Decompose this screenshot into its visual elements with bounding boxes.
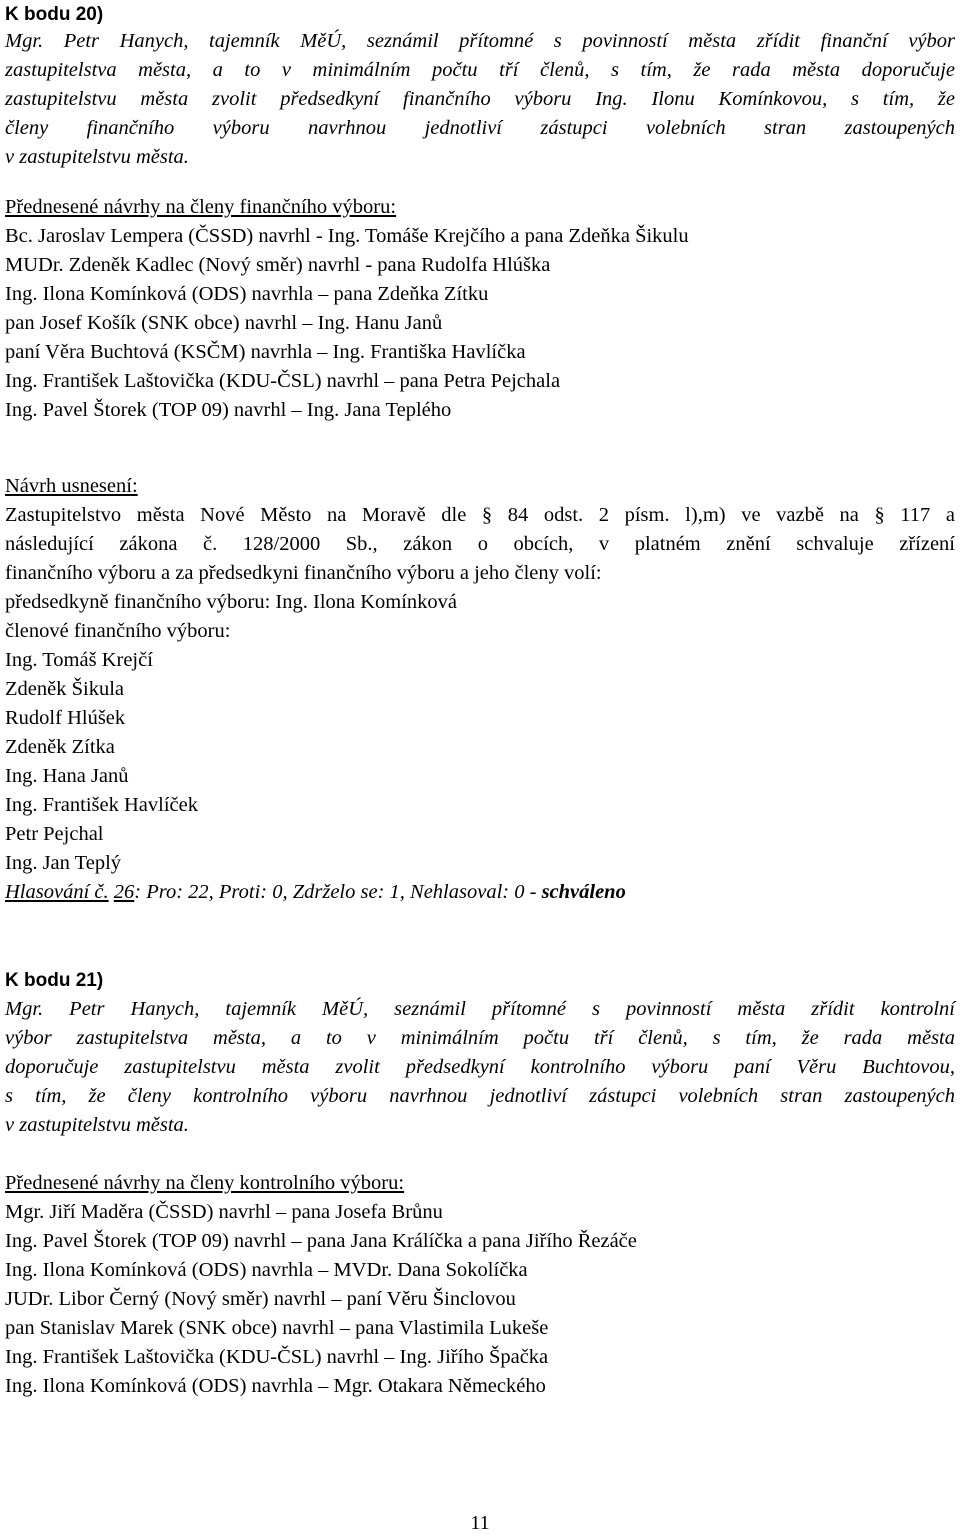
section-20-intro-line: Mgr. Petr Hanych, tajemník MěÚ, seznámil přítomné s povinností města zřídit finanční výbor [5,30,955,52]
vote-label: Hlasování č. [5,881,109,903]
section-20-intro-line: členy finančního výboru navrhnou jednotliví zástupci volebních stran zastoupených [5,117,955,139]
section-21-intro-line: Mgr. Petr Hanych, tajemník MěÚ, seznámil přítomné s povinností města zřídit kontrolní [5,998,955,1020]
proposals-heading-text: Přednesené návrhy na členy kontrolního výboru: [5,1172,405,1194]
proposal-line: JUDr. Libor Černý (Nový směr) navrhl – paní Věru Šinclovou [5,1288,516,1310]
resolution-line: členové finančního výboru: [5,620,231,642]
resolution-heading-text: Návrh usnesení: [5,475,138,497]
proposal-line: Ing. František Laštovička (KDU-ČSL) navrhl – Ing. Jiřího Špačka [5,1346,549,1368]
vote-tally: : Pro: 22, Proti: 0, Zdrželo se: 1, Nehlasoval: 0 - [134,881,542,903]
vote-verdict: schváleno [541,881,626,903]
proposals-heading-text: Přednesené návrhy na členy finančního výboru: [5,196,397,218]
resolution-line: následující zákona č. 128/2000 Sb., zákon o obcích, v platném znění schvaluje zřízení [5,533,955,555]
proposal-line: Bc. Jaroslav Lempera (ČSSD) navrhl - Ing. Tomáše Krejčího a pana Zdeňka Šikulu [5,225,689,247]
member-line: Ing. František Havlíček [5,794,198,816]
member-line: Petr Pejchal [5,823,104,845]
section-20-heading: K bodu 20) [5,4,104,25]
proposal-line: MUDr. Zdeněk Kadlec (Nový směr) navrhl - pana Rudolfa Hlúška [5,254,551,276]
resolution-line: Zastupitelstvo města Nové Město na Moravě dle § 84 odst. 2 písm. l),m) ve vazbě na § 117 a [5,504,955,526]
section-21-intro-line: výbor zastupitelstva města, a to v minimálním počtu tří členů, s tím, že rada města [5,1027,955,1049]
proposal-line: pan Josef Košík (SNK obce) navrhl – Ing. Hanu Janů [5,312,443,334]
proposal-line: Ing. Pavel Štorek (TOP 09) navrhl – pana Jana Králíčka a pana Jiřího Řezáče [5,1230,637,1252]
section-20-proposals-heading [5,193,955,222]
proposal-line: Ing. Ilona Komínková (ODS) navrhla – Mgr. Otakara Německého [5,1375,546,1397]
section-21-intro-line: v zastupitelstvu města. [5,1114,189,1136]
vote-result [5,878,955,907]
proposal-line: paní Věra Buchtová (KSČM) navrhla – Ing. Františka Havlíčka [5,341,526,363]
resolution-heading [5,472,955,501]
member-line: Zdeněk Zítka [5,736,115,758]
section-21-intro-line: doporučuje zastupitelstvu města zvolit předsedkyní kontrolního výboru paní Věru Buchtovou, [5,1056,955,1078]
vote-number: 26 [113,881,135,903]
resolution-line: předsedkyně finančního výboru: Ing. Ilona Komínková [5,591,458,613]
member-line: Rudolf Hlúšek [5,707,126,729]
proposal-line: Ing. František Laštovička (KDU-ČSL) navrhl – pana Petra Pejchala [5,370,561,392]
section-20-intro-line: v zastupitelstvu města. [5,146,189,168]
member-line: Ing. Hana Janů [5,765,129,787]
proposal-line: Ing. Pavel Štorek (TOP 09) navrhl – Ing. Jana Teplého [5,399,452,421]
proposal-line: Mgr. Jiří Maděra (ČSSD) navrhl – pana Josefa Brůnu [5,1201,443,1223]
proposal-line: Ing. Ilona Komínková (ODS) navrhla – MVDr. Dana Sokolíčka [5,1259,528,1281]
proposal-line: pan Stanislav Marek (SNK obce) navrhl – pana Vlastimila Lukeše [5,1317,549,1339]
resolution-line: finančního výboru a za předsedkyni finančního výboru a jeho členy volí: [5,562,602,584]
section-21-proposals-heading [5,1169,955,1198]
section-20-intro-line: zastupitelstva města, a to v minimálním počtu tří členů, s tím, že rada města doporučuje [5,59,955,81]
section-21-intro-line: s tím, že členy kontrolního výboru navrhnou jednotliví zástupci volebních stran zastoupených [5,1085,955,1107]
member-line: Ing. Jan Teplý [5,852,122,874]
section-20-intro-line: zastupitelstvu města zvolit předsedkyní finančního výboru Ing. Ilonu Komínkovou, s tím, že [5,88,955,110]
section-21-heading: K bodu 21) [5,970,104,991]
member-line: Zdeněk Šikula [5,678,124,700]
proposal-line: Ing. Ilona Komínková (ODS) navrhla – pana Zdeňka Zítku [5,283,489,305]
member-line: Ing. Tomáš Krejčí [5,649,153,671]
page-number: 11 [470,1512,490,1534]
